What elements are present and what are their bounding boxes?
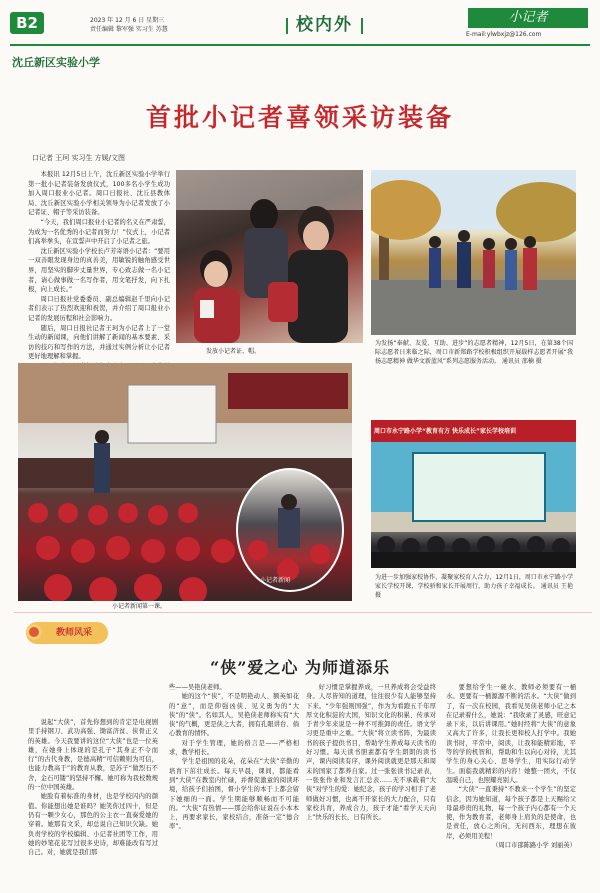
feature-paragraph: 说起“大侠”，首先你想到的肯定是电视剧里手持钢刀、武功高强、锄富济贫、侠骨正义的英雄。今天我要讲的这位“大侠”也是一位英雄，在她身上体现的是孔子“其身正不令而行”的古代身教，是德高精“可信赖则为可信，也能力教高于”的教育从教，是苏子“做烈石不舍，金石可镂”的坚持不懈。她可称为我校数规的一位中国英雄。: [28, 719, 158, 792]
photo-news-class-inset: [236, 468, 344, 592]
caption-photo-4: 为进一步加强家校协作，凝聚家校育人合力，12月1日，周口市永宁路小学家长学校开课，学校骄和家长开展周行，助力孩子幸福成长。 通讯员 王艳 摄: [375, 574, 573, 599]
photo-equipment-distribution: [176, 170, 363, 343]
photo-equipment-illustration: [176, 170, 363, 343]
feature-column-2: [169, 683, 299, 832]
feature-column-1: [28, 718, 158, 857]
article-paragraph: 周口日报社党委委员、副总编辑赵千里向小记者们表示了热烈欢迎和祝贺，并介绍了周口报业小记者的发展历程和社会影响力。: [28, 295, 170, 322]
article-body: [28, 170, 170, 391]
photo-volunteers: [371, 170, 576, 335]
flower-icon: [26, 624, 42, 640]
school-name: 沈丘新区实验小学: [12, 56, 100, 69]
issue-date: 2023 年 12 月 6 日 星期三: [90, 17, 165, 24]
feature-paragraph: 对于学生管理，她的格言是——严格相求，教学相长。: [169, 739, 299, 757]
feature-paragraph: 要想给学生一碗水，教师必须要有一桶水。更要有一桶源源不断的活水。“大侠”做到了，有一次在校园，我看见吴侠老师小记之本在记录着什么，她说：“我收录了灵感，旺意记录下来，以后讲课用。”她时经将“大侠”的意象又高大了许多，让我长更和校人打学中。我她读书时，平常中，阅读，让我和能精彩地，平等的学的机智和，帮助和生以向心对待，尤其学生的身心关心、思导学生，用实际行动学生。面临我就精彩的内容！她整一团火，不仅温暖自己，也照耀亮别人。: [446, 684, 576, 784]
photo-inset-illustration: [238, 470, 342, 590]
byline: 口记者 王珂 实习生 方媛/文图: [32, 154, 126, 162]
photo-volunteers-illustration: [371, 170, 576, 335]
section-title-text: 校内外: [296, 15, 353, 35]
inset-label: 小记者新闻: [260, 577, 291, 584]
feature-column-4: [446, 683, 576, 850]
feature-paragraph: 她的这个“侠”，不是明艳动人、额英如花的“意”，而是仰强凶侠、见义勇为的“大侠”的“侠”。名如其人，吴艳侠老师称实有“大侠”的气概，更是侠之大者，拥有孔眼讲台、倘心教育的情怀。: [169, 693, 299, 738]
column-banner: 小记者: [468, 8, 588, 28]
teacher-column-label: 教师风采: [55, 628, 92, 638]
feature-signature: （周口市邵陈路小学 刘丽英）: [492, 842, 576, 850]
photo4-banner-text: 周口市永宁路小学“教育有方 快乐成长”家长学校培训: [374, 428, 516, 435]
feature-column-3: [306, 683, 436, 822]
feature-title: “侠”爱之心 为师道添乐: [210, 658, 390, 677]
editor-credits: 责任编辑 黎军强 实习生 苏慧: [90, 26, 168, 33]
feature-paragraph: 好习惯是掌握养成，一旦养成将会受益终身。人尽皆知的道理，往往很少有人能够坚持下来。“少年强则国强”，作为为看跑五千年厚厚文化积淀的大国，知识文化的积累、传承对于青少年来说是一种不可推卸的责任。语文学习更是重中之重。“大侠”将立读书阵，为最读书的孩子提供书目，帮助学生养成每天读书的好习惯。每天读书胆素都有学生朗朗的读书声，课内阅读有序，课外阅读就更是那天和周末的国家了都养自家。过一张张读书记录表，一张张作业和发言汇总表……无不承载着“大侠”对学生的爱：她纪念，孩子的学习相手了老师做好习惯，也离不开家长的大力配合，只有家校共育，养成合力，孩子才能“看学天天向上”快乐的长长，日有所长。: [306, 684, 436, 822]
projection-screen: [412, 452, 546, 522]
section-title: [278, 10, 371, 35]
feature-paragraph: “大侠”一直秉持“不教来一个学生”的坚定信念，因为她知道，每个孩子都是上天赐给父母最珍贵的礼物，每一个孩子内心都有一个天使，作为教育者，老师身上肩负的是使命，也是责任，放心之所向，无问西东，理想在彼岸，必须用美程！: [446, 786, 576, 840]
section-bar-right: [361, 18, 363, 34]
article-paragraph: “今天，我们周口报业小记者的名义在严肃誓，为成为一名优秀的小记者而努力！”仪式上，小记者们高举拳头，在宣誓声中开启了小记者之旅。: [28, 218, 170, 246]
main-headline: 首批小记者喜领采访装备: [145, 103, 454, 132]
section-bar-left: [286, 18, 288, 34]
feature-paragraph: 她脸有着标准的身材，也是学校闪内的颜值。你能想出她是谁吗？她笑你过四十，但是仍有一颗少女心，那色的公主衣一直奏爱她的穿着。她那有文采，却总说自己知识欠缺。她负责学校的学校编辑、小记者社团等工作，用她的妙笔花花写过很多史诗，却难能改有写过自己。对，她就是我们那: [28, 793, 158, 857]
feature-paragraph: 些——吴艳侠老师。: [169, 684, 226, 691]
caption-photo-2: 为发扬“奉献、友爱、互助、进步”的志愿者精神，12月5日，在第38个国际志愿者日来临之际，周口市新郑路学校积极组织开展载样志愿者开展“我扬志愿精神 做华文新蓝风”系列志愿服务活动。 通讯员 邵楠 摄: [375, 340, 573, 365]
feature-paragraph: 学生是祖国的花朵，花朵在“大侠”辛勤的培育下茁壮成长。每天早晨，课间，都能看到“大侠”在教室内忙碌，并督促激童的阅读环境，给孩子们拍图，督小学生的本于上都会留下她细的一面。学生期能够顺畅而不可能的。“大侠”有热情——那会给你证说在小本本上，再要求家长，家校结合，准备一定“德合率”。: [169, 758, 299, 831]
caption-photo-1: 发放小记者证、帽。: [206, 348, 261, 355]
contact-email: E-mail:ylwbxjz@126.com: [466, 31, 542, 38]
header-rule: [10, 44, 590, 46]
article-paragraph: 本报讯 12月5日上午，沈丘新区实验小学举行第一批小记者装备发放仪式，100多名小学生成功加入周口报业小记者。周口日报社、沈丘县教体局、沈丘新区实验小学相关领导为小记者发放了小记者证、帽子等采访装备。: [28, 171, 170, 217]
article-paragraph: 沈丘新区实验小学校长卢芳寄语小记者：“要用一双善眼发现身边的真善美，用敏锐的触角感受世界，用坚实的脚步丈量世界，专心致志做一名小记者，请心做事做一名写作者，用文笔抒发，向下扎根，向上成长。”: [28, 247, 170, 294]
article-paragraph: 随后，周口日报社记者王珂为小记者上了一堂生动的新闻课，向他们讲解了新闻的基本要素、采访的技巧和写作的方法，并通过实例分析让小记者更好地理解和掌握。: [28, 324, 170, 361]
caption-photo-3: 小记者新闻第一课。: [112, 603, 167, 610]
page-code-badge: B2: [10, 12, 44, 34]
